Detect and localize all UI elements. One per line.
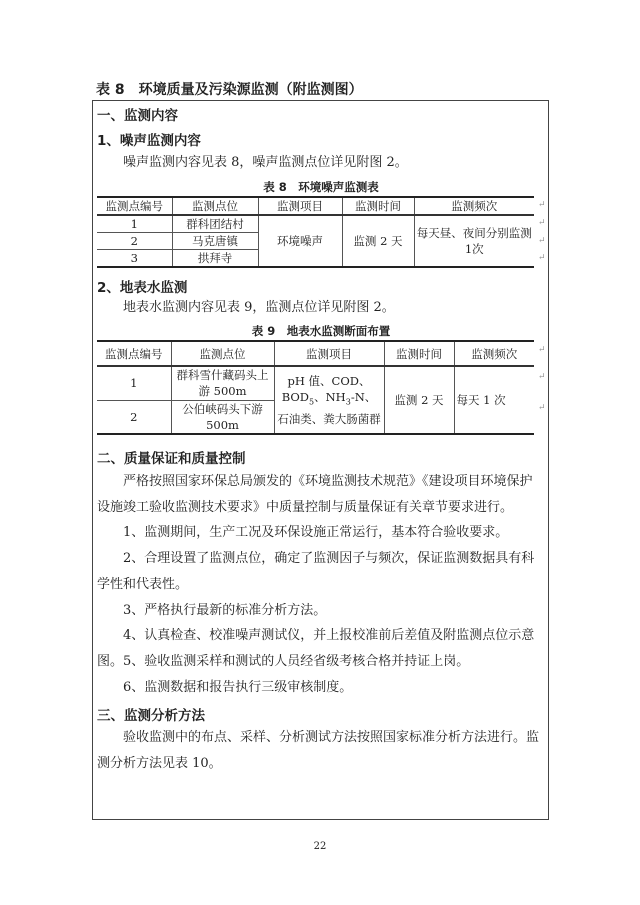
table-row xyxy=(97,366,534,400)
paragraph-mark-icon: ↵ xyxy=(538,253,546,263)
header-cell: 监测项目 xyxy=(258,197,342,215)
cell-frequency: 每天 1 次 xyxy=(454,366,534,434)
header-cell: 监测点编号 xyxy=(97,341,171,366)
quality-item: 4、认真检查、校准噪声测试仪，并上报校准前后差值及附监测点位示意图。 xyxy=(97,628,535,669)
cell-id: 1 xyxy=(97,366,171,400)
cell-time: 监测 2 天 xyxy=(342,215,414,267)
noise-heading: 1、噪声监测内容 xyxy=(97,133,201,149)
cell-location: 马克唐镇 xyxy=(172,233,258,250)
cell-location: 群科团结村 xyxy=(172,215,258,233)
header-cell: 监测时间 xyxy=(384,341,454,366)
quality-item: 1、监测期间，生产工况及环保设施正常运行，基本符合验收要求。 xyxy=(123,525,509,540)
cell-id: 2 xyxy=(97,233,172,250)
cell-item: 环境噪声 xyxy=(258,215,342,267)
header-cell: 监测频次 xyxy=(414,197,534,215)
cell-id: 2 xyxy=(97,400,171,434)
quality-item: 5、验收监测采样和测试的人员经省级考核合格并持证上岗。 xyxy=(123,654,470,669)
quality-intro: 严格按照国家环保总局颁发的《环境监测技术规范》《建设项目环境保护设施竣工验收监测技术要求》中质量控制与质量保证有关章节要求进行。 xyxy=(97,474,533,515)
cell-location: 公伯峡码头下游 500m xyxy=(171,400,274,434)
quality-item: 6、监测数据和报告执行三级审核制度。 xyxy=(123,680,353,695)
header-cell: 监测频次 xyxy=(454,341,534,366)
cell-id: 1 xyxy=(97,215,172,233)
analysis-text: 验收监测中的布点、采样、分析测试方法按照国家标准分析方法进行。监测分析方法见表 10。 xyxy=(97,730,540,771)
header-cell: 监测点位 xyxy=(172,197,258,215)
page-title: 表 8 环境质量及污染源监测（附监测图） xyxy=(96,82,363,98)
paragraph-mark-icon: ↵ xyxy=(538,200,546,210)
header-cell: 监测项目 xyxy=(274,341,384,366)
paragraph-mark-icon: ↵ xyxy=(538,218,546,228)
paragraph-mark-icon: ↵ xyxy=(538,403,546,413)
page-number: 22 xyxy=(313,841,327,852)
paragraph-mark-icon: ↵ xyxy=(538,372,546,382)
water-text: 地表水监测内容见表 9，监测点位详见附图 2。 xyxy=(123,300,395,315)
header-cell: 监测点编号 xyxy=(97,197,172,215)
cell-location: 拱拜寺 xyxy=(172,250,258,268)
noise-text: 噪声监测内容见表 8，噪声监测点位详见附图 2。 xyxy=(123,155,408,170)
paragraph-mark-icon: ↵ xyxy=(538,345,546,355)
water-heading: 2、地表水监测 xyxy=(97,280,188,296)
table-row xyxy=(97,215,534,233)
section-3-heading: 三、监测分析方法 xyxy=(97,708,205,724)
quality-item: 2、合理设置了监测点位，确定了监测因子与频次，保证监测数据具有科学性和代表性。 xyxy=(97,551,535,592)
table-8-caption: 表 8 环境噪声监测表 xyxy=(263,180,379,194)
header-cell: 监测点位 xyxy=(171,341,274,366)
cell-item: pH 值、COD、$BOD_5$、$NH_3-N$、石油类、粪大肠菌群 xyxy=(274,366,384,434)
quality-item: 3、严格执行最新的标准分析方法。 xyxy=(123,603,327,618)
surface-water-table xyxy=(97,340,534,435)
cell-frequency: 每天昼、夜间分别监测 1次 xyxy=(414,215,534,267)
paragraph-mark-icon: ↵ xyxy=(538,236,546,246)
section-2-heading: 二、质量保证和质量控制 xyxy=(97,451,246,467)
noise-monitoring-table xyxy=(97,196,534,268)
cell-time: 监测 2 天 xyxy=(384,366,454,434)
table-9-caption: 表 9 地表水监测断面布置 xyxy=(251,324,391,338)
section-1-heading: 一、监测内容 xyxy=(97,108,178,124)
cell-id: 3 xyxy=(97,250,172,268)
header-cell: 监测时间 xyxy=(342,197,414,215)
cell-location: 群科雪什藏码头上游 500m xyxy=(171,366,274,400)
